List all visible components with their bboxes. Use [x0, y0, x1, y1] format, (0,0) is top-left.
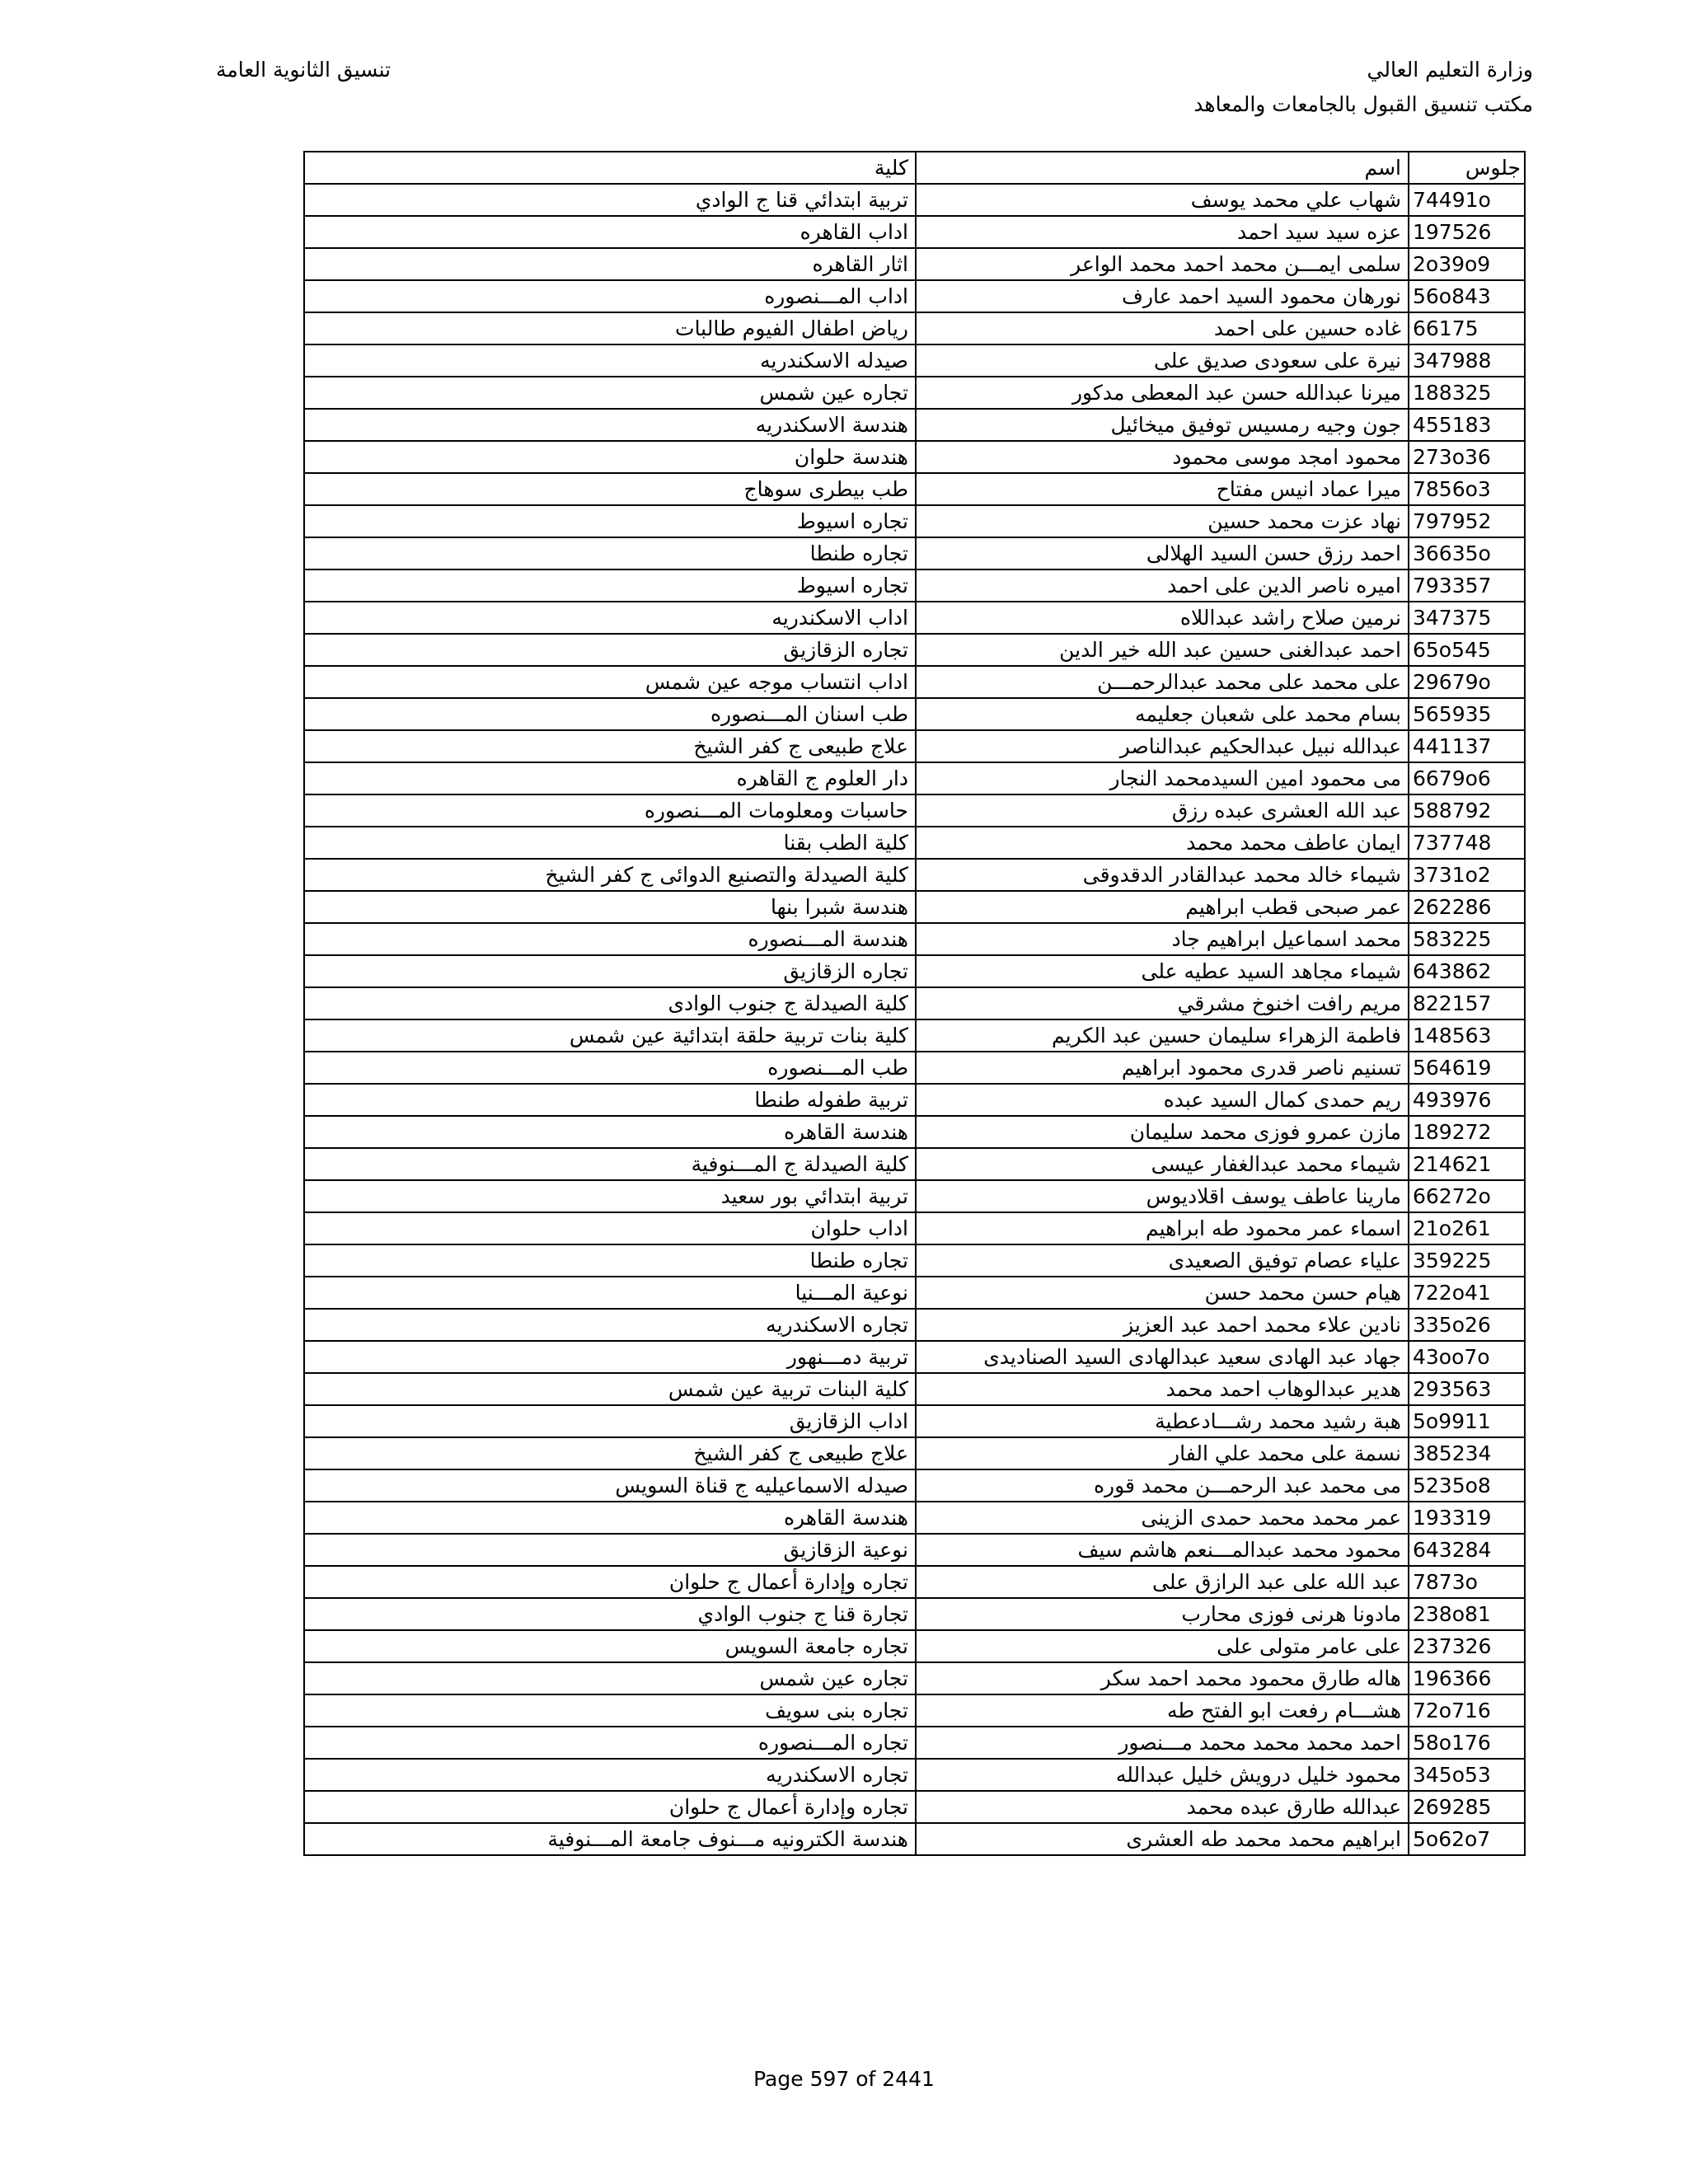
student-name-cell: مادونا هرنى فوزى محارب: [916, 1598, 1409, 1630]
table-row: [304, 1148, 1525, 1180]
table-row: [304, 505, 1525, 537]
college-cell: كلية الطب بقنا: [304, 827, 916, 859]
table-row: [304, 312, 1525, 344]
student-name-cell: هدير عبدالوهاب احمد محمد: [916, 1373, 1409, 1405]
student-name-cell: علياء عصام توفيق الصعيدى: [916, 1244, 1409, 1277]
seat-number-cell: 2o39o9: [1409, 248, 1525, 280]
college-cell: هندسة القاهره: [304, 1116, 916, 1148]
seat-number-cell: 643862: [1409, 955, 1525, 987]
table-row: [304, 923, 1525, 955]
student-name-cell: نسمة على محمد علي الفار: [916, 1437, 1409, 1469]
seat-number-cell: 345o53: [1409, 1759, 1525, 1791]
student-name-cell: نهاد عزت محمد حسين: [916, 505, 1409, 537]
ministry-title: وزارة التعليم العالي: [1367, 58, 1533, 82]
table-row: [304, 184, 1525, 216]
college-cell: طب المـــنصوره: [304, 1052, 916, 1084]
table-row: [304, 794, 1525, 827]
seat-number-cell: 441137: [1409, 730, 1525, 762]
student-name-cell: تسنيم ناصر قدرى محمود ابراهيم: [916, 1052, 1409, 1084]
table-row: [304, 1341, 1525, 1373]
seat-number-cell: 385234: [1409, 1437, 1525, 1469]
college-cell: صيدله الاسكندريه: [304, 344, 916, 377]
table-row: [304, 1437, 1525, 1469]
seat-number-cell: 72o716: [1409, 1694, 1525, 1727]
table-header-row: [304, 152, 1525, 184]
college-cell: علاج طبيعى ج كفر الشيخ: [304, 730, 916, 762]
college-cell: صيدله الاسماعيليه ج قناة السويس: [304, 1469, 916, 1502]
seat-number-cell: 722o41: [1409, 1277, 1525, 1309]
college-cell: كلية البنات تربية عين شمس: [304, 1373, 916, 1405]
student-name-cell: نيرة على سعودى صديق على: [916, 344, 1409, 377]
seat-number-cell: 347375: [1409, 602, 1525, 634]
table-row: [304, 1373, 1525, 1405]
table-row: [304, 1823, 1525, 1855]
table-row: [304, 1759, 1525, 1791]
table-row: [304, 1469, 1525, 1502]
college-cell: نوعية الزقازيق: [304, 1534, 916, 1566]
seat-number-cell: 36635o: [1409, 537, 1525, 569]
seat-number-cell: 193319: [1409, 1502, 1525, 1534]
seat-number-cell: 74491o: [1409, 184, 1525, 216]
table-row: [304, 1277, 1525, 1309]
table-row: [304, 1405, 1525, 1437]
student-name-cell: ميرا عماد انيس مفتاح: [916, 473, 1409, 505]
student-name-cell: شيماء محمد عبدالغفار عيسى: [916, 1148, 1409, 1180]
seat-number-cell: 564619: [1409, 1052, 1525, 1084]
student-name-cell: عبد الله على عبد الرازق على: [916, 1566, 1409, 1598]
student-name-cell: عبد الله العشرى عبده رزق: [916, 794, 1409, 827]
table-row: [304, 666, 1525, 698]
seat-number-cell: 737748: [1409, 827, 1525, 859]
student-name-cell: نرمين صلاح راشد عبداللاه: [916, 602, 1409, 634]
seat-number-cell: 56o843: [1409, 280, 1525, 312]
student-name-cell: عبدالله نبيل عبدالحكيم عبدالناصر: [916, 730, 1409, 762]
office-title: مكتب تنسيق القبول بالجامعات والمعاهد: [1193, 92, 1533, 116]
table-row: [304, 1244, 1525, 1277]
college-cell: تجاره المـــنصوره: [304, 1727, 916, 1759]
results-table: [303, 151, 1526, 1856]
student-name-cell: احمد رزق حسن السيد الهلالى: [916, 537, 1409, 569]
student-name-cell: مارينا عاطف يوسف اقلاديوس: [916, 1180, 1409, 1212]
college-cell: اداب القاهره: [304, 216, 916, 248]
student-name-cell: شيماء خالد محمد عبدالقادر الدقدوقى: [916, 859, 1409, 891]
seat-number-cell: 66272o: [1409, 1180, 1525, 1212]
college-cell: نوعية المـــنيا: [304, 1277, 916, 1309]
table-row: [304, 1502, 1525, 1534]
college-cell: هندسة القاهره: [304, 1502, 916, 1534]
table-row: [304, 409, 1525, 441]
table-row: [304, 1534, 1525, 1566]
table-row: [304, 344, 1525, 377]
table-row: [304, 1180, 1525, 1212]
seat-number-cell: 588792: [1409, 794, 1525, 827]
seat-number-cell: 5235o8: [1409, 1469, 1525, 1502]
student-name-cell: محمود خليل درويش خليل عبدالله: [916, 1759, 1409, 1791]
student-name-cell: محمد اسماعيل ابراهيم جاد: [916, 923, 1409, 955]
student-name-cell: احمد عبدالغنى حسين عبد الله خير الدين: [916, 634, 1409, 666]
table-row: [304, 698, 1525, 730]
college-cell: هندسة الكترونيه مـــنوف جامعة المـــنوفية: [304, 1823, 916, 1855]
seat-number-cell: 643284: [1409, 1534, 1525, 1566]
seat-number-cell: 797952: [1409, 505, 1525, 537]
student-name-cell: اميره ناصر الدين على احمد: [916, 569, 1409, 602]
student-name-cell: نادين علاء محمد احمد عبد العزيز: [916, 1309, 1409, 1341]
college-cell: هندسة شبرا بنها: [304, 891, 916, 923]
table-row: [304, 1052, 1525, 1084]
student-name-cell: ابراهيم محمد محمد طه العشرى: [916, 1823, 1409, 1855]
seat-number-cell: 148563: [1409, 1019, 1525, 1052]
college-cell: تجاره الاسكندريه: [304, 1309, 916, 1341]
table-row: [304, 1727, 1525, 1759]
college-cell: تجارة قنا ج جنوب الوادي: [304, 1598, 916, 1630]
student-name-cell: هبة رشيد محمد رشـــادعطية: [916, 1405, 1409, 1437]
seat-number-cell: 238o81: [1409, 1598, 1525, 1630]
table-row: [304, 473, 1525, 505]
student-name-cell: احمد محمد محمد محمد مـــنصور: [916, 1727, 1409, 1759]
table-row: [304, 1630, 1525, 1662]
seat-number-cell: 273o36: [1409, 441, 1525, 473]
college-cell: تجاره اسيوط: [304, 569, 916, 602]
table-body: [304, 184, 1525, 1855]
college-cell: اداب حلوان: [304, 1212, 916, 1244]
name-column-header: اسم: [916, 152, 1409, 184]
college-cell: تربية طفوله طنطا: [304, 1084, 916, 1116]
college-cell: تجاره عين شمس: [304, 377, 916, 409]
table-row: [304, 827, 1525, 859]
college-cell: هندسة حلوان: [304, 441, 916, 473]
table-row: [304, 955, 1525, 987]
student-name-cell: ريم حمدى كمال السيد عبده: [916, 1084, 1409, 1116]
college-column-header: كلية: [304, 152, 916, 184]
table-row: [304, 1598, 1525, 1630]
college-cell: كلية الصيدلة ج المـــنوفية: [304, 1148, 916, 1180]
student-name-cell: مازن عمرو فوزى محمد سليمان: [916, 1116, 1409, 1148]
college-cell: اداب الزقازيق: [304, 1405, 916, 1437]
table-row: [304, 634, 1525, 666]
table-row: [304, 1694, 1525, 1727]
college-cell: اداب الاسكندريه: [304, 602, 916, 634]
college-cell: رياض اطفال الفيوم طالبات: [304, 312, 916, 344]
college-cell: تجاره وإدارة أعمال ج حلوان: [304, 1791, 916, 1823]
seat-number-cell: 43oo7o: [1409, 1341, 1525, 1373]
table-row: [304, 1566, 1525, 1598]
college-cell: تربية دمـــنهور: [304, 1341, 916, 1373]
table-row: [304, 1662, 1525, 1694]
seat-number-cell: 822157: [1409, 987, 1525, 1019]
table-row: [304, 441, 1525, 473]
seat-number-cell: 3731o2: [1409, 859, 1525, 891]
student-name-cell: جهاد عبد الهادى سعيد عبدالهادى السيد الصناديدى: [916, 1341, 1409, 1373]
college-cell: تجاره الزقازيق: [304, 955, 916, 987]
seat-number-cell: 347988: [1409, 344, 1525, 377]
seat-number-cell: 6679o6: [1409, 762, 1525, 794]
seat-number-cell: 65o545: [1409, 634, 1525, 666]
seat-number-cell: 237326: [1409, 1630, 1525, 1662]
college-cell: هندسة الاسكندريه: [304, 409, 916, 441]
seat-number-cell: 359225: [1409, 1244, 1525, 1277]
coordination-title: تنسيق الثانوية العامة: [216, 58, 392, 82]
student-name-cell: عبدالله طارق عبده محمد: [916, 1791, 1409, 1823]
seat-number-cell: 565935: [1409, 698, 1525, 730]
seat-number-cell: 196366: [1409, 1662, 1525, 1694]
student-name-cell: جون وجيه رمسيس توفيق ميخائيل: [916, 409, 1409, 441]
student-name-cell: شهاب علي محمد يوسف: [916, 184, 1409, 216]
seat-number-cell: 583225: [1409, 923, 1525, 955]
table-row: [304, 891, 1525, 923]
student-name-cell: ايمان عاطف محمد محمد: [916, 827, 1409, 859]
table-row: [304, 762, 1525, 794]
seat-number-cell: 29679o: [1409, 666, 1525, 698]
student-name-cell: هيام حسن محمد حسن: [916, 1277, 1409, 1309]
seat-number-cell: 5o9911: [1409, 1405, 1525, 1437]
college-cell: علاج طبيعى ج كفر الشيخ: [304, 1437, 916, 1469]
college-cell: طب بيطرى سوهاج: [304, 473, 916, 505]
seat-number-cell: 262286: [1409, 891, 1525, 923]
student-name-cell: سلمى ايمـــن محمد احمد محمد الواعر: [916, 248, 1409, 280]
student-name-cell: مى محمد عبد الرحمـــن محمد قوره: [916, 1469, 1409, 1502]
seat-number-cell: 793357: [1409, 569, 1525, 602]
table-row: [304, 1791, 1525, 1823]
table-row: [304, 280, 1525, 312]
table-row: [304, 987, 1525, 1019]
table-row: [304, 248, 1525, 280]
table-row: [304, 730, 1525, 762]
student-name-cell: محمود محمد عبدالمـــنعم هاشم سيف: [916, 1534, 1409, 1566]
student-name-cell: هشـــام رفعت ابو الفتح طه: [916, 1694, 1409, 1727]
seat-number-cell: 7856o3: [1409, 473, 1525, 505]
table-row: [304, 537, 1525, 569]
seat-number-cell: 7873o: [1409, 1566, 1525, 1598]
student-name-cell: فاطمة الزهراء سليمان حسين عبد الكريم: [916, 1019, 1409, 1052]
student-name-cell: مى محمود امين السيدمحمد النجار: [916, 762, 1409, 794]
table-row: [304, 216, 1525, 248]
seat-number-cell: 66175: [1409, 312, 1525, 344]
student-name-cell: عمر صبحى قطب ابراهيم: [916, 891, 1409, 923]
student-name-cell: شيماء مجاهد السيد عطيه على: [916, 955, 1409, 987]
college-cell: تجاره بنى سويف: [304, 1694, 916, 1727]
college-cell: دار العلوم ج القاهره: [304, 762, 916, 794]
table-row: [304, 1084, 1525, 1116]
college-cell: طب اسنان المـــنصوره: [304, 698, 916, 730]
table-row: [304, 1116, 1525, 1148]
seat-number-cell: 214621: [1409, 1148, 1525, 1180]
college-cell: تجاره وإدارة أعمال ج حلوان: [304, 1566, 916, 1598]
table-row: [304, 859, 1525, 891]
table-row: [304, 1019, 1525, 1052]
table-row: [304, 1309, 1525, 1341]
student-name-cell: بسام محمد على شعبان جعليمه: [916, 698, 1409, 730]
college-cell: هندسة المـــنصوره: [304, 923, 916, 955]
college-cell: تربية ابتدائي بور سعيد: [304, 1180, 916, 1212]
college-cell: تجاره الاسكندريه: [304, 1759, 916, 1791]
seat-number-cell: 5o62o7: [1409, 1823, 1525, 1855]
student-name-cell: ميرنا عبدالله حسن عبد المعطى مدكور: [916, 377, 1409, 409]
college-cell: تجاره عين شمس: [304, 1662, 916, 1694]
seat-number-cell: 493976: [1409, 1084, 1525, 1116]
college-cell: حاسبات ومعلومات المـــنصوره: [304, 794, 916, 827]
college-cell: اداب المـــنصوره: [304, 280, 916, 312]
seat-number-cell: 197526: [1409, 216, 1525, 248]
college-cell: تجاره الزقازيق: [304, 634, 916, 666]
student-name-cell: على عامر متولى على: [916, 1630, 1409, 1662]
table-row: [304, 569, 1525, 602]
seat-number-cell: 58o176: [1409, 1727, 1525, 1759]
student-name-cell: غاده حسين على احمد: [916, 312, 1409, 344]
student-name-cell: محمود امجد موسى محمود: [916, 441, 1409, 473]
college-cell: اثار القاهره: [304, 248, 916, 280]
college-cell: تجاره اسيوط: [304, 505, 916, 537]
college-cell: تربية ابتدائي قنا ج الوادي: [304, 184, 916, 216]
college-cell: تجاره طنطا: [304, 537, 916, 569]
college-cell: تجاره طنطا: [304, 1244, 916, 1277]
college-cell: تجاره جامعة السويس: [304, 1630, 916, 1662]
student-name-cell: عزه سيد سيد احمد: [916, 216, 1409, 248]
table-row: [304, 377, 1525, 409]
seat-number-cell: 269285: [1409, 1791, 1525, 1823]
seat-number-cell: 188325: [1409, 377, 1525, 409]
seat-number-cell: 335o26: [1409, 1309, 1525, 1341]
college-cell: اداب انتساب موجه عين شمس: [304, 666, 916, 698]
college-cell: كلية الصيدلة والتصنيع الدوائى ج كفر الشيخ: [304, 859, 916, 891]
seat-number-cell: 293563: [1409, 1373, 1525, 1405]
student-name-cell: اسماء عمر محمود طه ابراهيم: [916, 1212, 1409, 1244]
table-row: [304, 1212, 1525, 1244]
seat-number-cell: 189272: [1409, 1116, 1525, 1148]
student-name-cell: مريم رافت اخنوخ مشرقي: [916, 987, 1409, 1019]
seat-number-cell: 21o261: [1409, 1212, 1525, 1244]
student-name-cell: نورهان محمود السيد احمد عارف: [916, 280, 1409, 312]
college-cell: كلية بنات تربية حلقة ابتدائية عين شمس: [304, 1019, 916, 1052]
table-row: [304, 602, 1525, 634]
seat-column-header: جلوس: [1409, 152, 1525, 184]
student-name-cell: هاله طارق محمود محمد احمد سكر: [916, 1662, 1409, 1694]
seat-number-cell: 455183: [1409, 409, 1525, 441]
college-cell: كلية الصيدلة ج جنوب الوادى: [304, 987, 916, 1019]
student-name-cell: على محمد على محمد عبدالرحمـــن: [916, 666, 1409, 698]
page-number: Page 597 of 2441: [753, 2067, 935, 2091]
student-name-cell: عمر محمد محمد حمدى الزينى: [916, 1502, 1409, 1534]
